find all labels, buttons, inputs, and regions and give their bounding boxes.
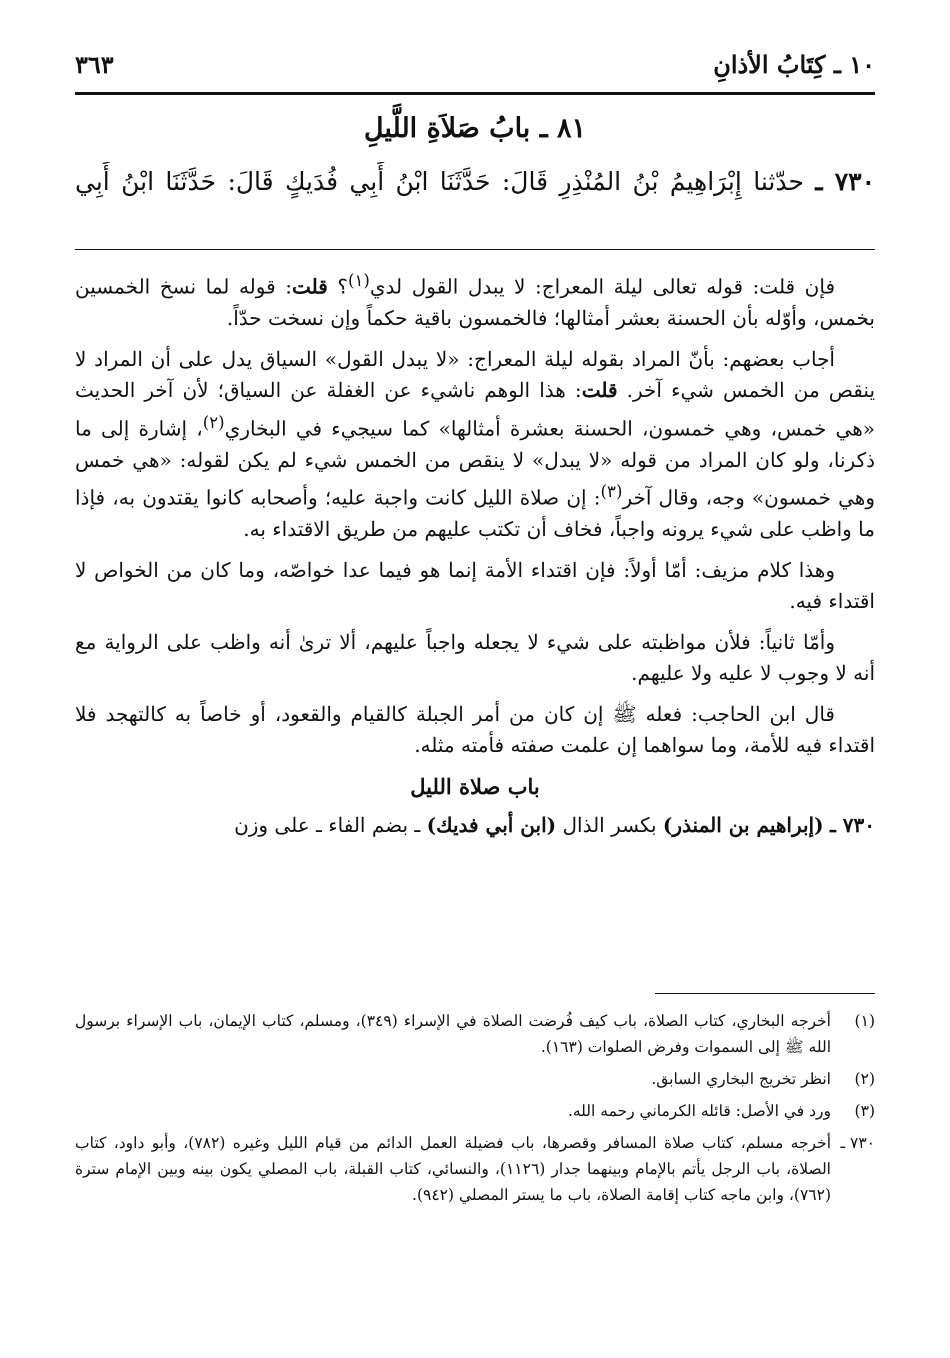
footnote-marker: ٧٣٠ ـ xyxy=(840,1134,875,1152)
text-run: ، إشارة إلى ما ذكرنا، ولو كان المراد من قوله «لا يبدل» لا ينقص من الخمس شيء لم يكن لقوله: «هي خمس وهي خمسون» وجه، وقال آخر xyxy=(75,416,876,510)
footnote-marker: (٣) xyxy=(854,1102,875,1120)
footnote-marker: (٢) xyxy=(854,1070,875,1088)
hadith-divider xyxy=(75,249,875,250)
footnote xyxy=(75,1098,875,1124)
footnote-ref: (١) xyxy=(347,271,370,290)
commentary-paragraph: وهذا كلام مزيف: أمّا أولاً: فإن اقتداء الأمة إنما هو فيما عدا خواصّه، وما كان من الخواص لا اقتداء فيه. xyxy=(75,557,875,614)
footnotes xyxy=(75,1008,875,1214)
footnote-ref: (٣) xyxy=(600,482,623,502)
chapter-title: ١٠ ـ كِتَابُ الأذانِ xyxy=(713,50,875,79)
commentary-paragraph xyxy=(75,265,875,335)
footnote xyxy=(75,1008,875,1060)
hadith-text xyxy=(75,162,875,202)
text-run: : قوله لما نسخ الخمسين بخمس، وأوّله بأن الحسنة بعشر أمثالها؛ فالخمسون باقية حكماً وإن نسخت حدّاً. xyxy=(75,274,875,331)
commentary xyxy=(75,265,875,851)
text-run: : إن صلاة الليل كانت واجبة عليه؛ وأصحابه كانوا يقتدون به، فإذا ما واظب على شيء يرونه واجباً، فخاف أن تكتب عليهم من طريق الاقتداء به. xyxy=(75,485,875,542)
footnote xyxy=(75,1130,875,1208)
narrator-name: (إبراهيم بن المنذر) xyxy=(662,813,824,838)
page-header xyxy=(75,50,875,90)
footnote-marker: (١) xyxy=(854,1012,875,1030)
commentary-paragraph: وأمّا ثانياً: فلأن مواظبته على شيء لا يجعله واجباً عليهم، ألا ترىٰ أنه واظب على الرواية مع أنه لا وجوب لا عليه ولا عليهم. xyxy=(75,629,875,686)
text-run: : هذا الوهم ناشيء عن الغفلة عن السياق؛ لأن آخر الحديث «هي خمس، وهي خمسون، الحسنة بعشرة أمثالها» كما سيجيء في البخاري xyxy=(75,378,876,441)
footnote-divider xyxy=(655,993,875,994)
footnote-text: ورد في الأصل: قائله الكرماني رحمه الله. xyxy=(567,1102,831,1120)
header-divider xyxy=(75,92,875,95)
qult-keyword: قلت xyxy=(291,274,328,299)
text-run: بكسر الذال xyxy=(556,813,663,838)
footnote-text: انظر تخريج البخاري السابق. xyxy=(651,1070,831,1088)
footnote xyxy=(75,1066,875,1092)
text-run: ـ بضم الفاء ـ على وزن xyxy=(234,813,427,838)
sub-bab-title: باب صلاة الليل xyxy=(410,773,540,799)
text-run: أجاب بعضهم: بأنّ المراد بقوله ليلة المعراج: «لا يبدل القول» السياق يدل على أن المراد لا ينقص من الخمس شيء آخر. xyxy=(75,346,876,403)
hadith-body: حدّثنا إِبْرَاهِيمُ بْنُ المُنْذِرِ قَالَ: حَدَّثَنَا ابْنُ أَبِي فُدَيكٍ قَالَ: حَدَّثَنَا ابْنُ أَبِي xyxy=(75,167,804,196)
commentary-paragraph: قال ابن الحاجب: فعله ﷺ إن كان من أمر الجبلة كالقيام والقعود، أو خاصاً به كالتهجد فلا اقتداء فيه للأمة، وما سواهما إن علمت صفته فأمته مثله. xyxy=(75,701,875,758)
text-run: ؟ xyxy=(337,274,348,299)
footnote-text: أخرجه مسلم، كتاب صلاة المسافر وقصرها، باب فضيلة العمل الدائم من قيام الليل وغيره (٧٨٢)، وأبو داود، كتاب الصلاة، باب الرجل يأتم بالإمام وبينهما جدار (١١٢٦)، والنسائي، كتاب القبلة، باب المصلي يكون بينه وبين الإمام سترة (٧٦٢)، وابن ماجه كتاب إقامة الصلاة، باب ما يستر المصلي (٩٤٢). xyxy=(75,1134,831,1204)
bab-title: ٨١ ـ بابُ صَلاَةِ اللَّيلِ xyxy=(363,113,587,144)
text-run: فإن قلت: قوله تعالى ليلة المعراج: لا يبدل القول لدي xyxy=(369,274,836,299)
page-number: ٣٦٣ xyxy=(75,50,114,79)
qult-keyword: قلت xyxy=(581,378,618,403)
footnote-text: أخرجه البخاري، كتاب الصلاة، باب كيف فُرضت الصلاة في الإسراء (٣٤٩)، ومسلم، كتاب الإيمان، باب الإسراء برسول الله ﷺ إلى السموات وفرض الصلوات (١٦٣). xyxy=(75,1012,831,1056)
narrator-name: (ابن أبي فديك) xyxy=(426,813,557,838)
hadith-number: ٧٣٠ ـ xyxy=(815,167,875,196)
hadith-number: ٧٣٠ ـ xyxy=(829,813,875,838)
commentary-paragraph xyxy=(75,344,875,546)
footnote-ref: (٢) xyxy=(202,412,225,432)
commentary-paragraph xyxy=(75,810,875,842)
